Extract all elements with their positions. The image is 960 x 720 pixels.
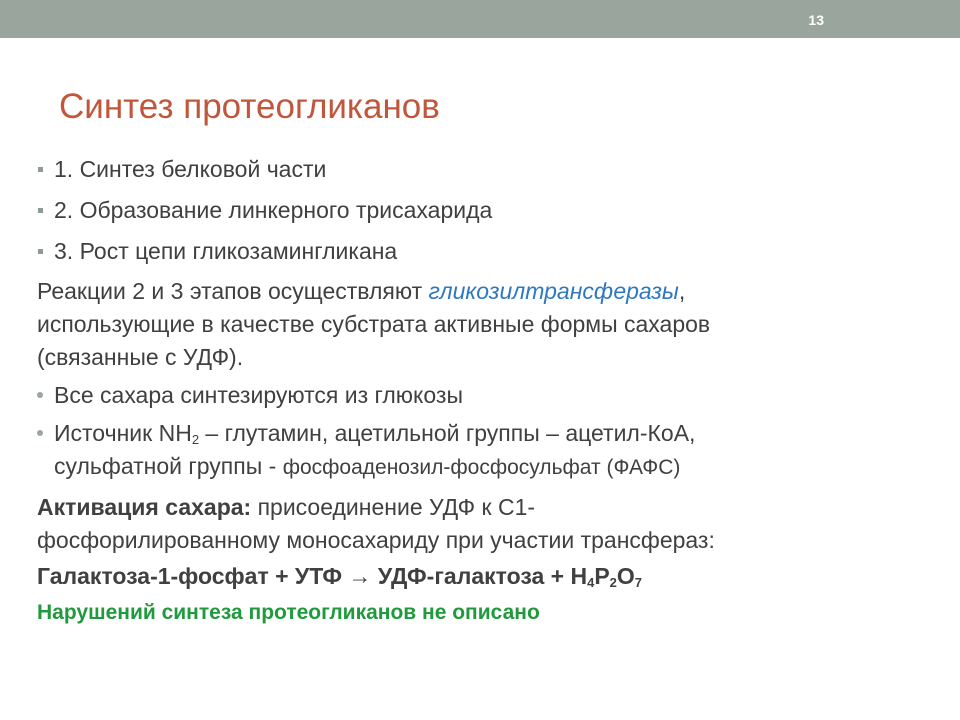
slide-number: 13 xyxy=(808,12,824,28)
dot-bullet-icon xyxy=(37,392,43,398)
conclusion-text: Нарушений синтеза протеогликанов не описано xyxy=(37,601,540,624)
reactions-line-2: использующие в качестве субстрата активные формы сахаров xyxy=(37,311,711,337)
equation-p-subscript: 2 xyxy=(609,575,617,590)
step-item xyxy=(37,194,937,227)
square-bullet-icon xyxy=(38,167,43,172)
step-text: 3. Рост цепи гликозамингликана xyxy=(54,238,398,264)
equation-o: О xyxy=(616,563,635,589)
source-item xyxy=(37,417,937,484)
activation-text-1: присоединение УДФ к С1- xyxy=(251,494,536,520)
equation-h-subscript: 4 xyxy=(587,575,595,590)
activation-paragraph xyxy=(37,491,937,557)
reactions-paragraph xyxy=(37,275,937,374)
reaction-equation xyxy=(37,560,937,593)
sugars-item xyxy=(37,379,937,412)
source-line-2a: сульфатной группы - xyxy=(54,453,283,479)
enzyme-term: гликозилтрансферазы xyxy=(428,278,679,304)
slide-body xyxy=(37,153,937,629)
activation-text-2: фосфорилированному моносахариду при участии трансфераз: xyxy=(37,527,715,553)
activation-label: Активация сахара: xyxy=(37,494,252,520)
step-text: 1. Синтез белковой части xyxy=(54,156,327,182)
reactions-line-3: (связанные с УДФ). xyxy=(37,344,244,370)
reactions-text: Реакции 2 и 3 этапов осуществляют xyxy=(37,278,429,304)
equation-p: Р xyxy=(594,563,610,589)
sugars-text: Все сахара синтезируются из глюкозы xyxy=(54,382,463,408)
step-item xyxy=(37,153,937,186)
step-item xyxy=(37,235,937,268)
dot-bullet-icon xyxy=(37,430,43,436)
square-bullet-icon xyxy=(38,208,43,213)
slide-title: Синтез протеогликанов xyxy=(59,87,440,126)
reactions-comma: , xyxy=(678,278,686,304)
equation-main: Галактоза-1-фосфат + УТФ → УДФ-галактоза + Н xyxy=(37,563,588,589)
square-bullet-icon xyxy=(38,249,43,254)
source-line-2b: фосфоаденозил-фосфосульфат (ФАФС) xyxy=(282,456,681,479)
equation-o-subscript: 7 xyxy=(634,575,643,590)
source-rest: – глутамин, ацетильной группы – ацетил-КоА, xyxy=(199,420,696,446)
step-text: 2. Образование линкерного трисахарида xyxy=(54,197,493,223)
source-subscript: 2 xyxy=(191,432,200,447)
source-prefix: Источник NH xyxy=(54,420,192,446)
